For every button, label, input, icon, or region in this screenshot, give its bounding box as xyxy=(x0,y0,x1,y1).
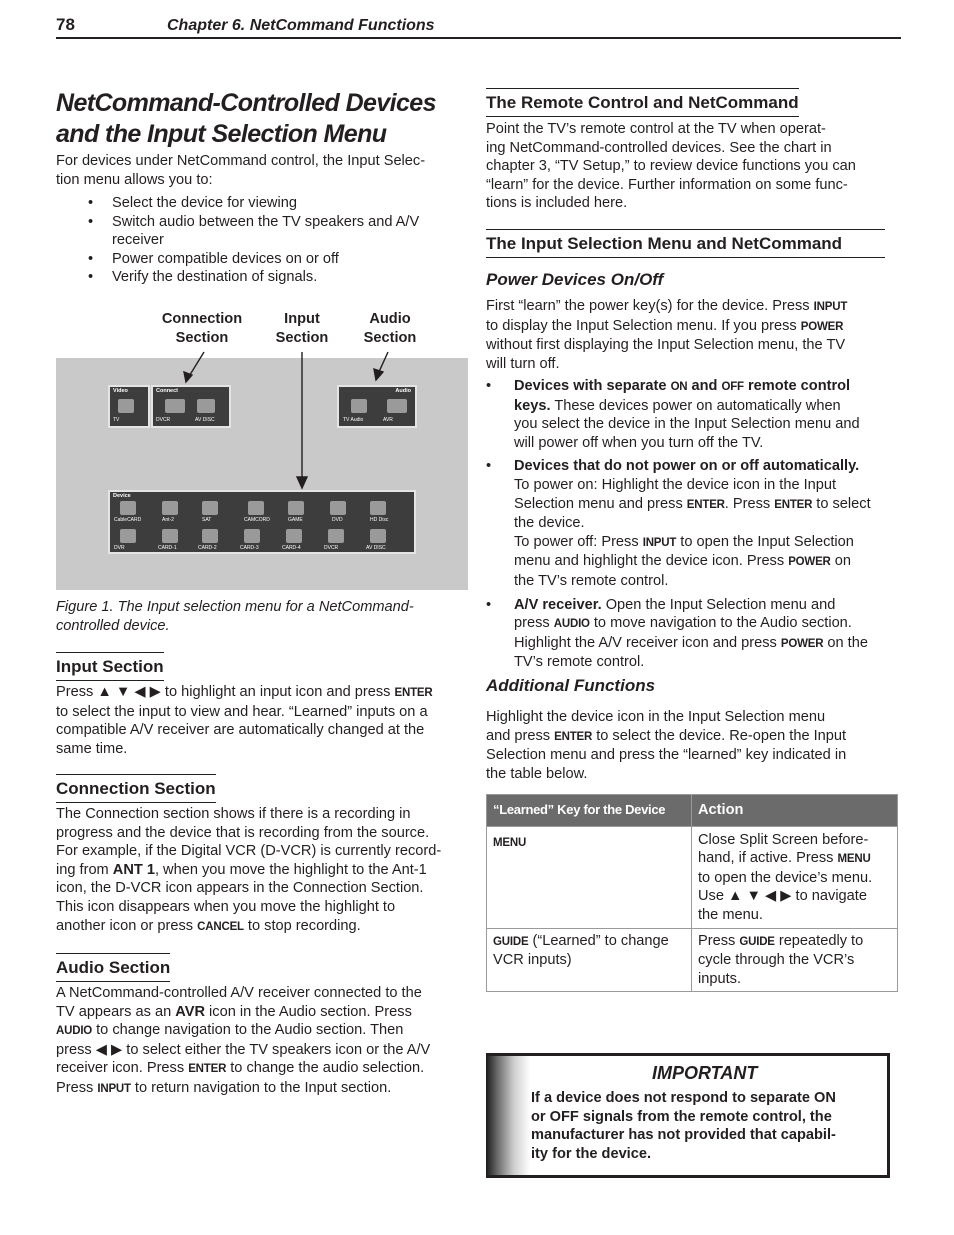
power-devices-heading: Power Devices On/Off xyxy=(486,270,664,289)
input-arrow-head xyxy=(297,477,307,488)
intro-bullets xyxy=(56,194,468,287)
device-panel: Device CableCARD Ant-2 SAT CAMCORD GAME DVD HD Disc DVR CARD-1 CARD-2 CARD-3 CARD-4 DVCR AV DISC xyxy=(108,490,416,554)
card-3-icon xyxy=(244,529,260,543)
input-section-label: Input Section xyxy=(275,311,329,346)
page-title: NetCommand-Controlled Devices and the Input Selection Menu xyxy=(56,89,436,148)
learned-key-table xyxy=(486,794,898,992)
list-item: • Switch audio between the TV speakers and A/V receiver xyxy=(56,213,468,250)
antenna-icon xyxy=(162,501,178,515)
important-notice xyxy=(486,1053,890,1178)
power-devices-text: First “learn” the power key(s) for the device. Press INPUT to display the Input Selection menu. If you press POWER without first displaying the Input Selection menu, the TV will turn off. xyxy=(486,298,848,372)
additional-functions-heading: Additional Functions xyxy=(486,676,656,695)
table-header: “Learned” Key for the Device xyxy=(487,795,692,827)
audio-section-text: A NetCommand-controlled A/V receiver connected to the TV appears as an AVR icon in the Audio section. Press AUDIO to change navigation to the Audio section. Then press ◀ ▶ to select either the TV speakers icon or the A/V receiver icon. Press ENTER to change the audio selection. Press INPUT to return navigation to the Input section. xyxy=(56,985,431,1096)
table-header: Action xyxy=(692,795,898,827)
dvd-icon xyxy=(330,501,346,515)
connection-section-text: The Connection section shows if there is a recording in progress and the device that is recording from the source. For example, if the Digital VCR (D-VCR) is currently record- ing from ANT 1, when you move the highlight to the Ant-1 icon, the D-VCR icon appears in the Connection Section. This icon disappears when you move the highlight to another icon or press CANCEL to stop recording. xyxy=(56,806,442,934)
list-item: • Devices that do not power on or off automatically. To power on: Highlight the device icon in the Input Selection menu and press ENTER. Press ENTER to select the device. To power off: Press INPUT to open the Input Selection menu and highlight the device icon. Press POWER on the TV’s remote control. xyxy=(486,457,898,590)
input-section-heading: Input Section xyxy=(56,652,164,681)
input-section-text: Press ▲ ▼ ◀ ▶ to highlight an input icon and press ENTER to select the input to view and hear. “Learned” inputs on a compatible A/V receiver are automatically changed at the same time. xyxy=(56,684,433,757)
page-number: 78 xyxy=(56,15,75,34)
hd-disc-icon xyxy=(370,501,386,515)
remote-section-text: Point the TV’s remote control at the TV when operat- ing NetCommand-controlled devices. See the chart in chapter 3, “TV Setup,” to review device functions you can “learn” for the device. Further information on some func- tions is included here. xyxy=(486,121,856,212)
table-header-row xyxy=(487,795,898,827)
remote-section-heading: The Remote Control and NetCommand xyxy=(486,88,799,117)
cablecard-icon xyxy=(120,501,136,515)
connection-section-label: Connection Section xyxy=(161,311,243,346)
list-item: • Devices with separate ON and OFF remote control keys. These devices power on automatically when you select the device in the Input Selection menu and will power off when you turn off the TV. xyxy=(486,377,898,452)
av-disc-device-icon xyxy=(370,529,386,543)
audio-section-heading: Audio Section xyxy=(56,953,170,982)
list-item: • Verify the destination of signals. xyxy=(56,268,468,287)
camcorder-icon xyxy=(248,501,264,515)
table-cell: MENU xyxy=(487,826,692,928)
dvcr-device-icon xyxy=(328,529,344,543)
figure-caption: Figure 1. The Input selection menu for a NetCommand- controlled device. xyxy=(56,599,414,634)
additional-functions-text: Highlight the device icon in the Input Selection menu and press ENTER to select the device. Re-open the Input Selection menu and press the “learned” key indicated in the table below. xyxy=(486,709,847,782)
audio-panel: Audio TV Audio AVR xyxy=(337,385,417,428)
card-1-icon xyxy=(162,529,178,543)
list-item: • Select the device for viewing xyxy=(56,194,468,213)
table-cell: Close Split Screen before- hand, if active. Press MENU to open the device’s menu. Use ▲ ▼ ◀ ▶ to navigate the menu. xyxy=(692,826,898,928)
table-row xyxy=(487,928,898,992)
list-item: • Power compatible devices on or off xyxy=(56,250,468,269)
table-cell: Press GUIDE repeatedly to cycle through the VCR’s inputs. xyxy=(692,928,898,992)
intro-paragraph: For devices under NetCommand control, the Input Selec- tion menu allows you to: xyxy=(56,153,426,188)
card-4-icon xyxy=(286,529,302,543)
dvr-icon xyxy=(120,529,136,543)
chapter-title: Chapter 6. NetCommand Functions xyxy=(167,17,435,34)
connect-panel: Connect DVCR AV DISC xyxy=(151,385,231,428)
power-bullets xyxy=(486,377,898,677)
header-rule xyxy=(56,37,901,39)
list-item: • A/V receiver. Open the Input Selection menu and press AUDIO to move navigation to the Audio section. Highlight the A/V receiver icon and press POWER on the TV’s remote control. xyxy=(486,596,898,672)
table-cell: GUIDE (“Learned” to change VCR inputs) xyxy=(487,928,692,992)
callout-arrows xyxy=(56,340,468,490)
connection-section-heading: Connection Section xyxy=(56,774,216,803)
table-row xyxy=(487,826,898,928)
satellite-icon xyxy=(202,501,218,515)
important-title: IMPORTANT xyxy=(652,1063,758,1083)
important-text: If a device does not respond to separate ON or OFF signals from the remote control, the manufacturer has not provided that capabil- ity for the device. xyxy=(531,1090,836,1162)
input-menu-section-heading: The Input Selection Menu and NetCommand xyxy=(486,229,885,258)
audio-section-label: Audio Section xyxy=(363,311,417,346)
video-panel: Video TV xyxy=(108,385,150,428)
game-icon xyxy=(288,501,304,515)
card-2-icon xyxy=(202,529,218,543)
audio-arrow-head xyxy=(374,369,383,380)
